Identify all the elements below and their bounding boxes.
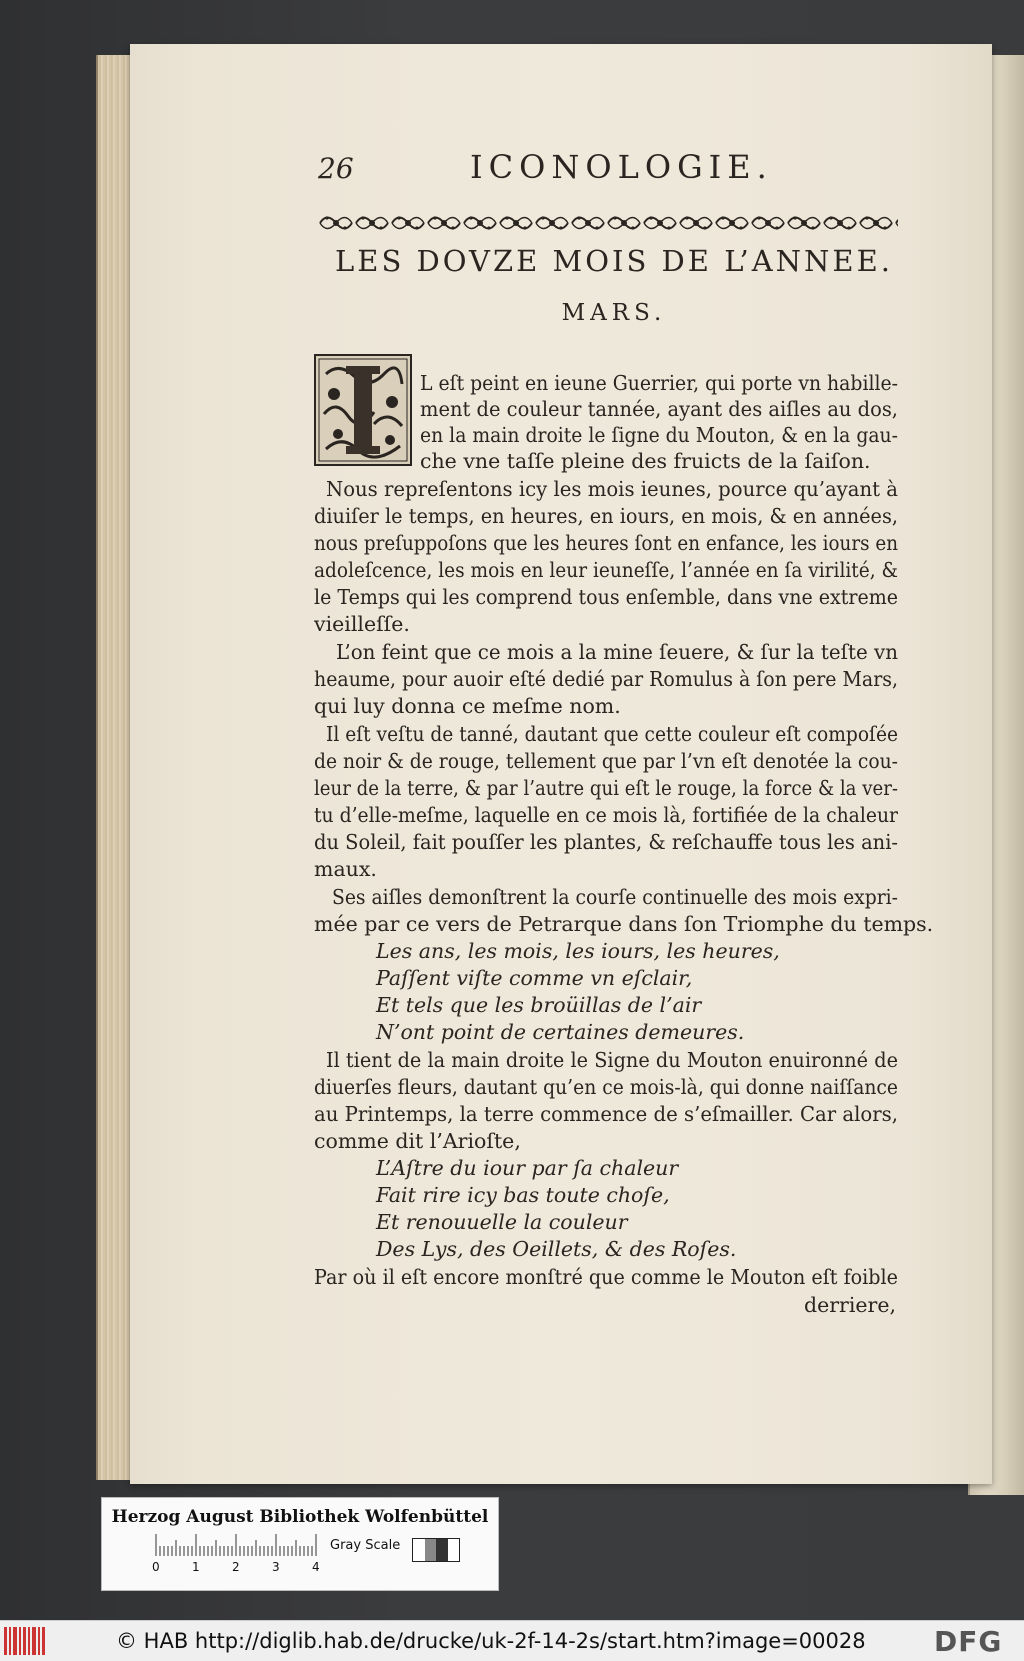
copyright-url-link[interactable]: © HAB http://diglib.hab.de/drucke/uk-2f-14-2s/start.htm?image=00028 xyxy=(116,1629,866,1653)
library-name: Herzog August Bibliothek Wolfenbüttel xyxy=(111,1507,489,1527)
text-line: mée par ce vers de Petrarque dans ſon Triomphe du temps. xyxy=(314,912,934,936)
running-title: ICONOLOGIE. xyxy=(470,148,773,186)
text-line: diuiſer le temps, en heures, en iours, en mois, & en années, xyxy=(314,504,898,528)
text-line: maux. xyxy=(314,857,377,881)
dfg-logo: DFG xyxy=(934,1625,1003,1658)
grayscale-swatches xyxy=(412,1538,460,1562)
text-line: L’on feint que ce mois a la mine ſeuere, & ſur la teſte vn xyxy=(336,640,898,664)
text-line: L eſt peint en ieune Guerrier, qui porte vn habille- xyxy=(420,371,898,395)
swatch-dark xyxy=(436,1539,448,1561)
chapter-title: LES DOVZE MOIS DE L’ANNEE. xyxy=(335,244,893,278)
text-line: qui luy donna ce meſme nom. xyxy=(314,694,621,718)
text-line: comme dit l’Arioſte, xyxy=(314,1129,521,1153)
text-line: tu d’elle-meſme, laquelle en ce mois là, fortifiée de la chaleur xyxy=(314,803,898,827)
verse-line: L’Aſtre du iour par ſa chaleur xyxy=(376,1156,679,1180)
barcode-icon xyxy=(4,1627,48,1655)
library-color-card xyxy=(101,1497,499,1591)
decorated-initial-icon xyxy=(314,354,412,466)
text-line: Ses aiſles demonſtrent la courſe continuelle des mois expri- xyxy=(332,885,898,909)
swatch-white xyxy=(413,1539,425,1561)
verse-line: Les ans, les mois, les iours, les heures, xyxy=(376,939,780,963)
text-line: derriere, xyxy=(804,1293,896,1317)
ornament-band xyxy=(318,210,898,236)
text-line: diuerſes fleurs, dautant qu’en ce mois-là, qui donne naiſſance xyxy=(314,1075,898,1099)
text-line: au Printemps, la terre commence de s’eſmailler. Car alors, xyxy=(314,1102,898,1126)
text-line: heaume, pour auoir eſté dedié par Romulus à ſon pere Mars, xyxy=(314,667,898,691)
text-line: adoleſcence, les mois en leur ieuneſſe, l’année en ſa virilité, & xyxy=(314,558,898,582)
ruler-number: 4 xyxy=(312,1560,320,1574)
text-line: vieilleſſe. xyxy=(314,612,410,636)
grayscale-label: Gray Scale xyxy=(330,1538,401,1553)
text-line: nous preſuppoſons que les heures ſont en enfance, les iours en xyxy=(314,531,898,555)
section-title: MARS. xyxy=(561,300,667,326)
verse-line: Et tels que les broüillas de l’air xyxy=(376,993,702,1017)
text-line: de noir & de rouge, tellement que par l’vn eſt denotée la cou- xyxy=(314,749,898,773)
text-line: du Soleil, fait pouſſer les plantes, & reſchauffe tous les ani- xyxy=(314,830,898,854)
text-line: le Temps qui les comprend tous enſemble, dans vne extreme xyxy=(314,585,898,609)
text-line: ment de couleur tannée, ayant des aiſles au dos, xyxy=(420,397,898,421)
text-line: leur de la terre, & par l’autre qui eſt le rouge, la force & la ver- xyxy=(314,776,898,800)
text-line: Il tient de la main droite le Signe du Mouton enuironné de xyxy=(326,1048,898,1072)
ruler-number: 1 xyxy=(192,1560,200,1574)
ruler-number: 2 xyxy=(232,1560,240,1574)
footer-bar xyxy=(0,1620,1024,1661)
text-line: Nous repreſentons icy les mois ieunes, pource qu’ayant à xyxy=(326,477,898,501)
verse-line: Des Lys, des Oeillets, & des Roſes. xyxy=(376,1237,737,1261)
verse-line: Fait rire icy bas toute choſe, xyxy=(376,1183,670,1207)
text-line: Il eſt veſtu de tanné, dautant que cette couleur eſt compoſée xyxy=(326,722,898,746)
text-line: che vne taſſe pleine des fruicts de la ſaiſon. xyxy=(420,449,871,473)
ruler-number: 0 xyxy=(152,1560,160,1574)
verse-line: Et renouuelle la couleur xyxy=(376,1210,628,1234)
ruler-number: 3 xyxy=(272,1560,280,1574)
page-header xyxy=(310,148,910,194)
ruler-scale xyxy=(152,1532,318,1558)
swatch-white-2 xyxy=(448,1539,460,1561)
verse-line: Paſſent viſte comme vn eſclair, xyxy=(376,966,693,990)
verse-line: N’ont point de certaines demeures. xyxy=(376,1020,745,1044)
swatch-gray xyxy=(425,1539,437,1561)
page-number: 26 xyxy=(318,152,354,185)
text-line: en la main droite le ſigne du Mouton, & en la gau- xyxy=(420,423,898,447)
text-line: Par où il eſt encore monſtré que comme le Mouton eſt foible xyxy=(314,1265,898,1289)
